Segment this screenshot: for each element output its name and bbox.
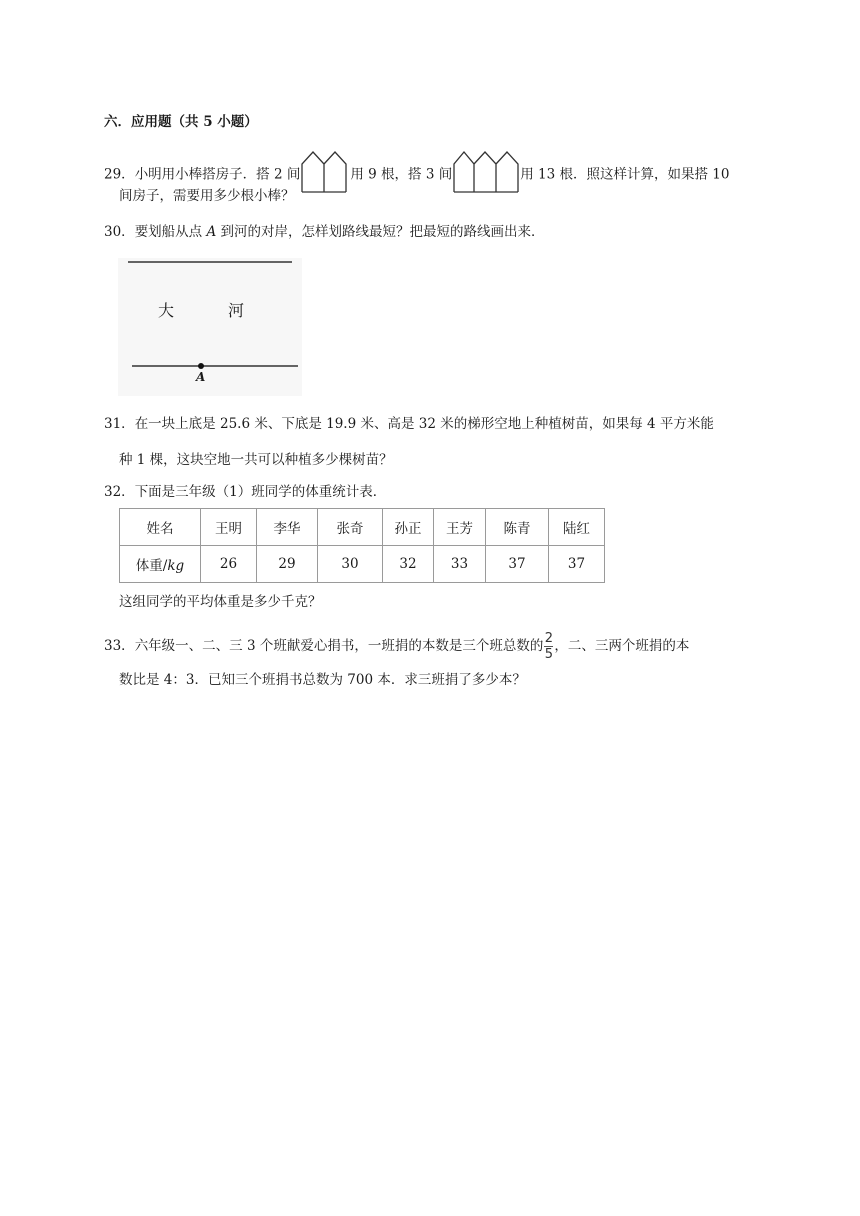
table-cell: 37 xyxy=(549,546,605,583)
question-text: 要划船从点 xyxy=(134,224,207,240)
question-32-prompt: 这组同学的平均体重是多少千克？ xyxy=(119,594,322,610)
point-a-label: A xyxy=(196,370,206,384)
question-30 xyxy=(104,222,545,242)
fraction-denominator: 5 xyxy=(544,647,553,662)
section-title: 六．应用题（共 5 小题） xyxy=(104,114,258,130)
weight-table xyxy=(119,508,605,583)
table-cell: 30 xyxy=(318,546,383,583)
table-cell: 29 xyxy=(257,546,318,583)
table-row xyxy=(120,509,605,546)
table-cell: 37 xyxy=(486,546,549,583)
two-house-figure xyxy=(300,150,350,200)
river-figure xyxy=(118,258,302,400)
question-33 xyxy=(104,632,689,661)
table-header-cell: 体重/kg xyxy=(120,546,201,583)
table-cell: 孙正 xyxy=(383,509,434,546)
question-text: 六年级一、二、三 3 个班献爱心捐书，一班捐的本数是三个班总数的 xyxy=(134,638,544,654)
table-cell: 32 xyxy=(383,546,434,583)
question-text: 用 13 根．照这样计算，如果搭 10 xyxy=(520,166,730,183)
table-cell: 陈青 xyxy=(486,509,549,546)
question-number: 33． xyxy=(104,638,135,654)
table-cell: 33 xyxy=(434,546,486,583)
question-32 xyxy=(104,482,386,502)
question-text: 用 9 根，搭 3 间 xyxy=(350,166,453,183)
question-number: 30． xyxy=(104,224,135,240)
question-33-line2: 数比是 4：3．已知三个班捐书总数为 700 本．求三班捐了多少本？ xyxy=(119,672,526,688)
river-label-1: 大 xyxy=(158,301,175,320)
table-cell: 李华 xyxy=(257,509,318,546)
question-29-line2: 间房子，需要用多少根小棒？ xyxy=(119,188,295,204)
fraction xyxy=(544,632,553,661)
table-cell: 陆红 xyxy=(549,509,605,546)
river-label-2: 河 xyxy=(228,301,245,320)
table-cell: 26 xyxy=(201,546,257,583)
question-text: 下面是三年级（1）班同学的体重统计表． xyxy=(134,484,387,500)
question-number: 32． xyxy=(104,484,135,500)
question-31-line2: 种 1 棵，这块空地一共可以种植多少棵树苗？ xyxy=(119,452,393,468)
three-house-figure xyxy=(452,150,520,200)
point-label: A xyxy=(206,224,217,240)
question-text: 到河的对岸，怎样划路线最短？把最短的路线画出来． xyxy=(216,224,545,240)
table-cell: 王芳 xyxy=(434,509,486,546)
question-text: 在一块上底是 25.6 米、下底是 19.9 米、高是 32 米的梯形空地上种植树苗，如果每 4 平方米能 xyxy=(134,416,714,432)
question-text: ，二、三两个班捐的本 xyxy=(554,638,690,654)
question-text: 小明用小棒搭房子．搭 2 间 xyxy=(134,166,301,183)
table-cell: 王明 xyxy=(201,509,257,546)
table-cell: 张奇 xyxy=(318,509,383,546)
question-number: 31． xyxy=(104,416,135,432)
point-a-dot xyxy=(198,363,204,369)
table-row xyxy=(120,546,605,583)
question-31 xyxy=(104,414,714,434)
table-header-cell: 姓名 xyxy=(120,509,201,546)
question-number: 29． xyxy=(104,166,135,183)
fraction-numerator: 2 xyxy=(544,631,553,646)
